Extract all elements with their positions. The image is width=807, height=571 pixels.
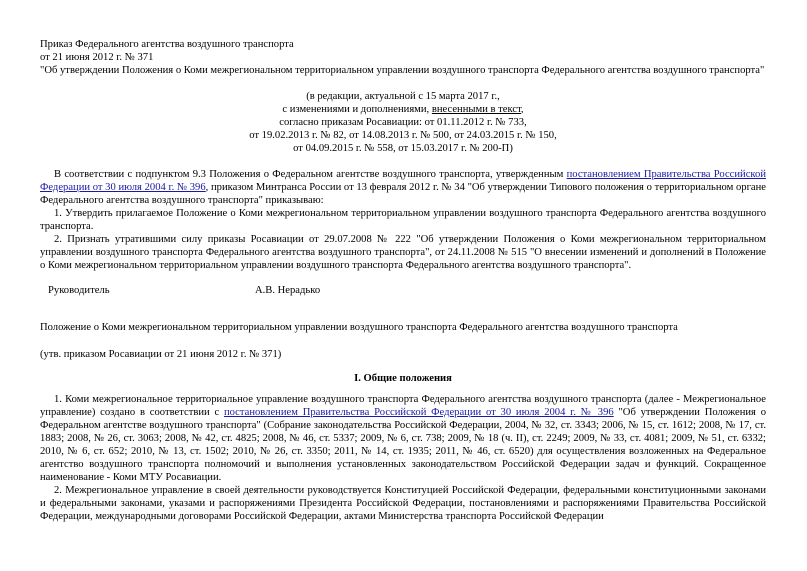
order-title: Приказ Федерального агентства воздушного транспорта (40, 39, 294, 50)
signature-role: Руководитель (48, 285, 110, 296)
regulation-body (40, 393, 766, 523)
edition-line-3: согласно приказам Росавиации: от 01.11.2012 г. № 733, (279, 117, 527, 128)
order-header (40, 38, 766, 77)
edition-line-2-text: с изменениями и дополнениями, (282, 104, 432, 115)
order-item-2: 2. Признать утратившими силу приказы Росавиации от 29.07.2008 № 222 "Об утверждении Положения о Коми межрегиональном территориальном управлении воздушного транспорта Федерального агентства воздушного транспорта", от 24.11.2008 № 515 "О внесении изменений и дополнений в Положение о Коми межрегиональном территориальном управлении воздушного транспорта Федерального агентства воздушного транспорта". (40, 234, 766, 271)
edition-note (40, 90, 766, 155)
paragraph-1-tail: "Об утверждении Положения о Федеральном агентстве воздушного транспорта" (Собрание законодательства Российской Федерации, 2004, № 32, ст. 3343; 2006, № 15, ст. 1612; 2008, № 17, ст. 1883; 2008, № 26, ст. 3063; 2008, № 42, ст. 4825; 2008, № 46, ст. 5337; 2009, № 6, ст. 738; 2009, № 18 (ч. II), ст. 2249; 2009, № 33, ст. 4081; 2009, № 51, ст. 6332; 2010, № 6, ст. 652; 2010, № 13, ст. 1502; 2010, № 26, ст. 3350; 2011, № 14, ст. 1935; 2011, № 46, ст. 6520) для осуществления возложенных на Федеральное агентство воздушного транспорта полномочий и выполнения установленных законодательством Российской Федерации задач и функций. Сокращенное наименование - Коми МТУ Росавиации. (40, 407, 767, 483)
regulation-approval: (утв. приказом Росавиации от 21 июня 2012 г. № 371) (40, 349, 282, 360)
edition-line-2 (40, 103, 766, 116)
edition-line-4: от 19.02.2013 г. № 82, от 14.08.2013 г. № 500, от 24.03.2015 г. № 150, (249, 130, 557, 141)
preamble (40, 168, 766, 207)
government-decree-link[interactable]: постановлением Правительства Российской Федерации от 30 июля 2004 г. № 396 (40, 169, 766, 193)
preamble-tail: , приказом Минтранса России от 13 февраля 2012 г. № 34 "Об утверждении Типового положения о территориальном органе Федерального агентства воздушного транспорта" приказываю: (40, 182, 767, 206)
paragraph-1-text: 1. Коми межрегиональное территориальное управление воздушного транспорта Федерального агентства воздушного транспорта (далее - Межрегиональное управление) создано в соответствии с (40, 394, 766, 418)
order-item-1: 1. Утвердить прилагаемое Положение о Коми межрегиональном территориальном управлении воздушного транспорта Федерального агентства воздушного транспорта. (40, 208, 766, 232)
section-heading: I. Общие положения (354, 373, 452, 384)
government-decree-link-2[interactable]: постановлением Правительства Российской Федерации от 30 июля 2004 г. № 396 (223, 407, 614, 418)
signature-name: А.В. Нерадько (255, 285, 321, 296)
order-subject: "Об утверждении Положения о Коми межрегиональном территориальном управлении воздушного транспорта Федерального агентства воздушного транспорта" (40, 65, 765, 76)
regulation-title: Положение о Коми межрегиональном территориальном управлении воздушного транспорта Федерального агентства воздушного транспорта (40, 322, 678, 333)
regulation-paragraph-1 (40, 393, 766, 484)
edition-line-2-tail: , (520, 104, 524, 115)
order-date: от 21 июня 2012 г. № 371 (40, 52, 154, 63)
regulation-paragraph-2: 2. Межрегиональное управление в своей деятельности руководствуется Конституцией Российской Федерации, федеральными конституционными законами и федеральными законами, указами и распоряжениями Президента Российской Федерации, постановлениями и распоряжениями Правительства Российской Федерации, международными договорами Российской Федерации, актами Министерства транспорта Российской Федерации (40, 485, 766, 522)
preamble-text: В соответствии с подпунктом 9.3 Положения о Федеральном агентстве воздушного транспорта, утвержденным (54, 169, 567, 180)
order-body (40, 168, 766, 272)
amendments-link[interactable]: внесенными в текст (431, 104, 521, 115)
edition-line-5: от 04.09.2015 г. № 558, от 15.03.2017 г. № 200-П) (293, 143, 513, 154)
edition-line-1: (в редакции, актуальной с 15 марта 2017 г., (306, 91, 500, 102)
